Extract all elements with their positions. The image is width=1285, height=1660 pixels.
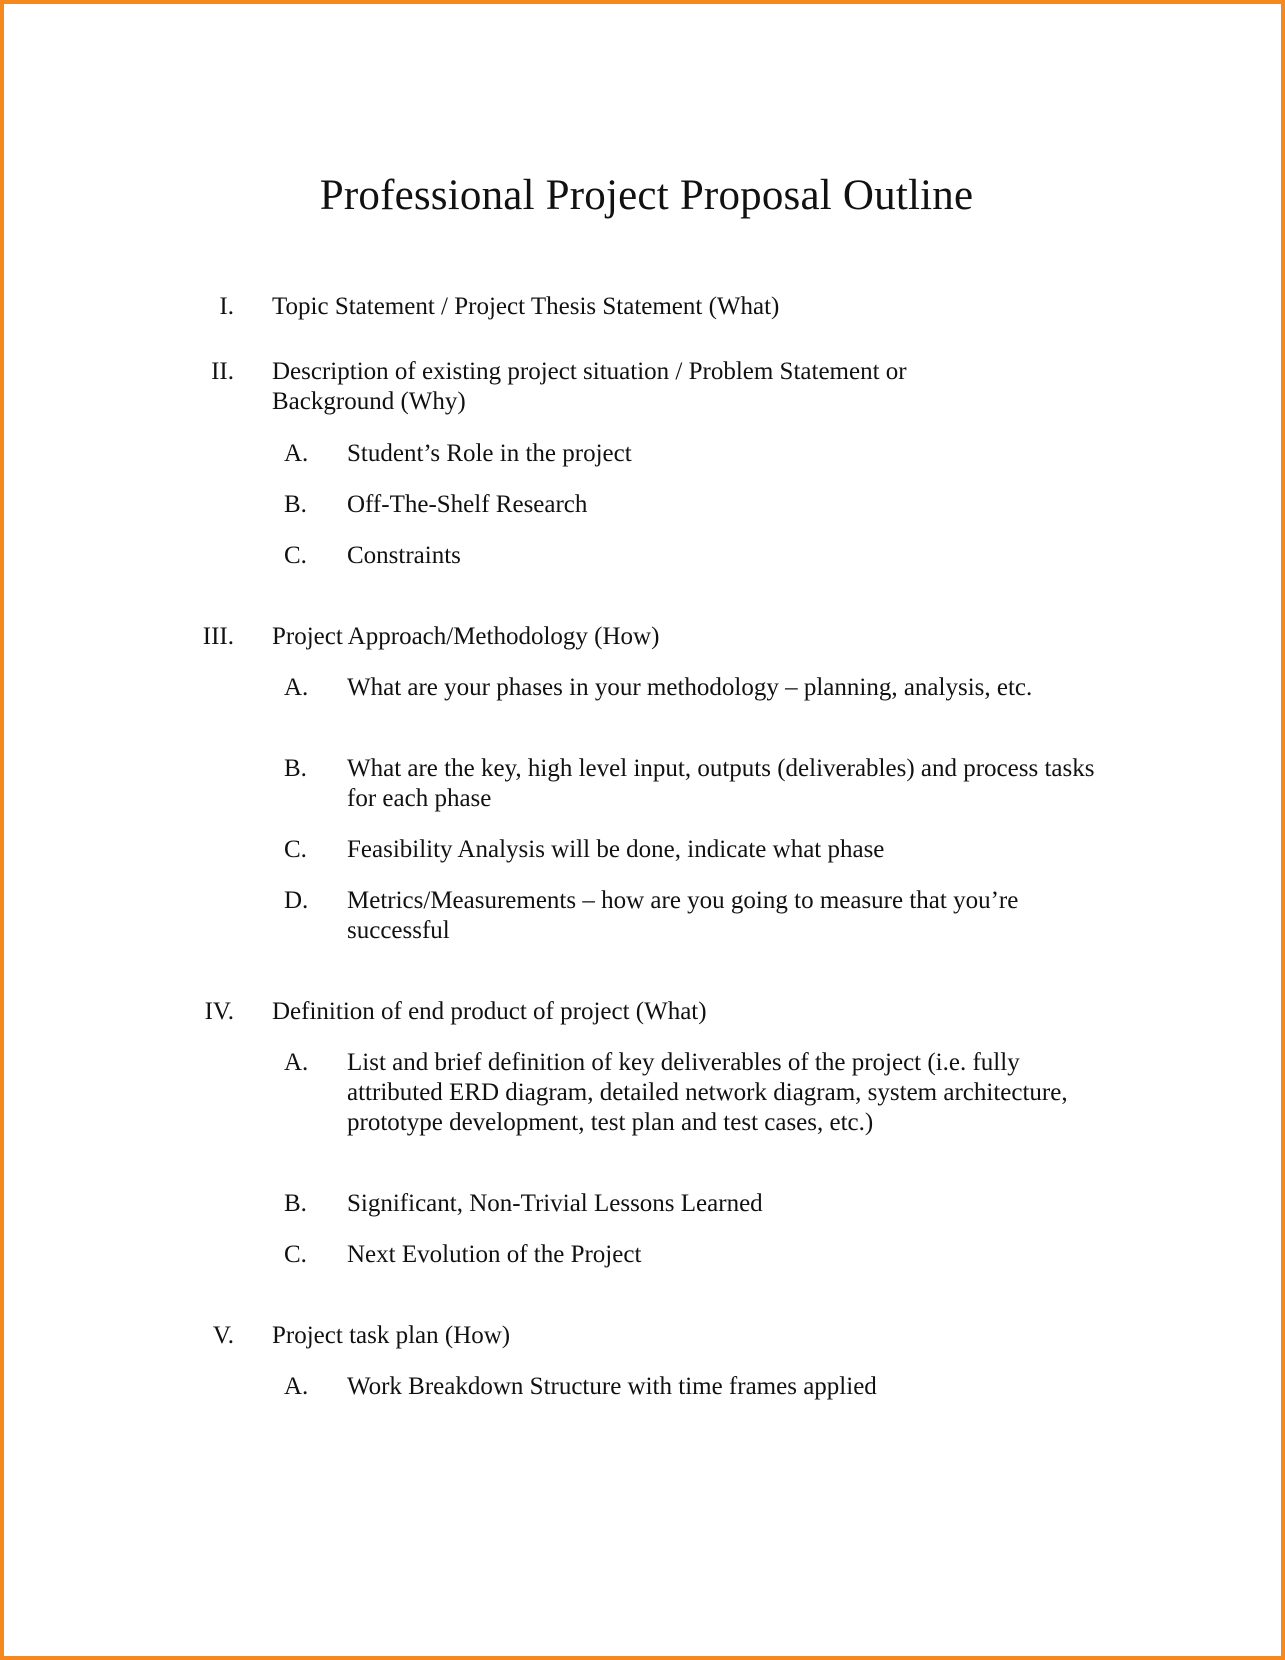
- subitem-letter: A.: [284, 1373, 309, 1400]
- subitem-letter: C.: [284, 1241, 307, 1268]
- subitem-text: Feasibility Analysis will be done, indicate what phase: [347, 836, 885, 863]
- subitem-letter: C.: [284, 836, 307, 863]
- section-heading: Description of existing project situation / Problem Statement or Background (Why): [272, 358, 907, 415]
- subitem-text: Significant, Non-Trivial Lessons Learned: [347, 1190, 763, 1217]
- subitem-text: Work Breakdown Structure with time frames applied: [347, 1373, 877, 1400]
- subitem-letter: A.: [284, 674, 309, 701]
- subitem-letter: A.: [284, 440, 309, 467]
- subitem-letter: A.: [284, 1049, 309, 1076]
- section-heading: Project Approach/Methodology (How): [272, 623, 660, 650]
- section-heading: Definition of end product of project (What): [272, 998, 707, 1025]
- subitem-letter: B.: [284, 491, 307, 518]
- section-heading: Project task plan (How): [272, 1322, 511, 1349]
- section-numeral: III.: [202, 623, 234, 650]
- section-numeral: IV.: [204, 998, 234, 1025]
- subitem-text: Constraints: [347, 542, 461, 569]
- subitem-letter: B.: [284, 755, 307, 782]
- subitem-letter: C.: [284, 542, 307, 569]
- subitem-letter: D.: [284, 887, 309, 914]
- section-numeral: I.: [219, 293, 234, 320]
- subitem-text: Student’s Role in the project: [347, 440, 632, 467]
- page-title: Professional Project Proposal Outline: [319, 172, 974, 219]
- section-numeral: V.: [212, 1322, 234, 1349]
- subitem-text: Off-The-Shelf Research: [347, 491, 588, 518]
- subitem-text: Metrics/Measurements – how are you going to measure that you’re successful: [347, 887, 1019, 944]
- subitem-text: Next Evolution of the Project: [347, 1241, 642, 1268]
- section-heading: Topic Statement / Project Thesis Statement (What): [272, 293, 780, 320]
- subitem-letter: B.: [284, 1190, 307, 1217]
- subitem-text: List and brief definition of key deliverables of the project (i.e. fully attributed ERD diagram, detailed network diagram, system architecture, prototype development, test plan and test cases, etc.): [347, 1049, 1068, 1136]
- section-numeral: II.: [211, 358, 234, 385]
- subitem-text: What are your phases in your methodology – planning, analysis, etc.: [347, 674, 1033, 701]
- subitem-text: What are the key, high level input, outputs (deliverables) and process tasks for each phase: [347, 755, 1095, 812]
